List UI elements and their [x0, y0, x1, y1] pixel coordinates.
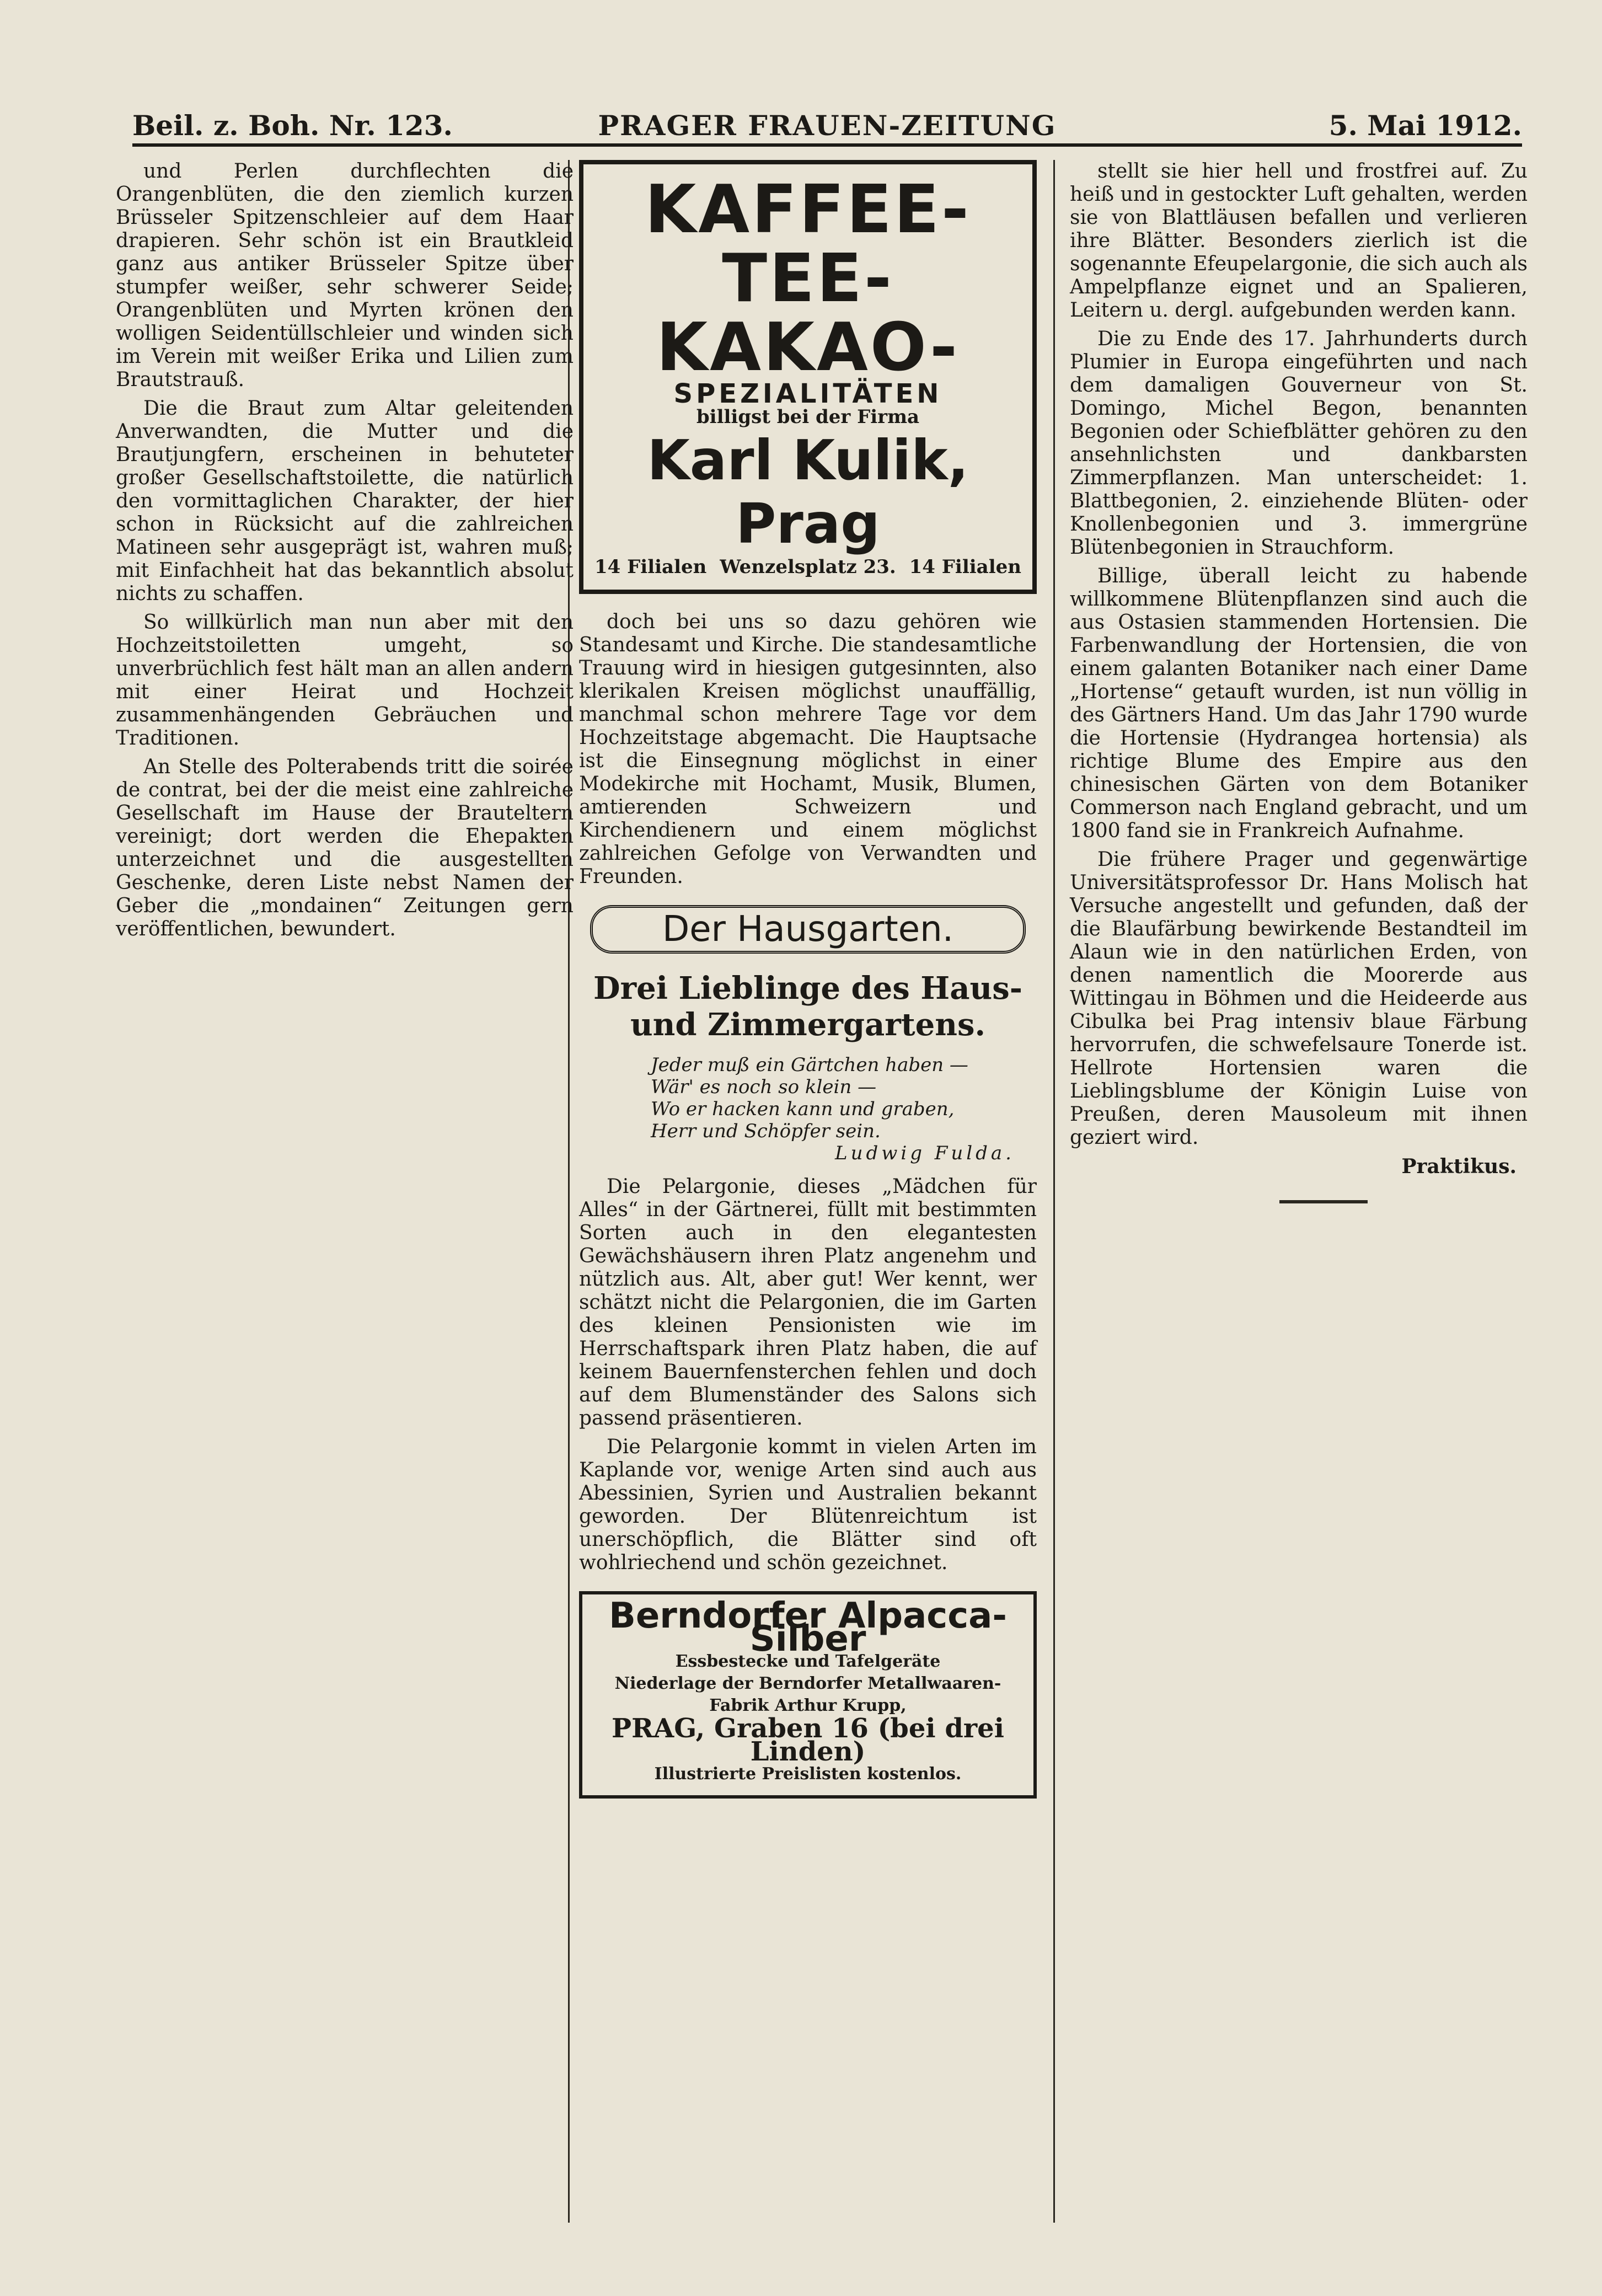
poem-line: Wär' es noch so klein —	[651, 1076, 877, 1098]
ad-line: TEE-	[722, 240, 894, 317]
paragraph: Die Pelargonie kommt in vielen Arten im Kaplande vor, wenige Arten sind auch aus Abessinien, Syrien und Australien bekannt geworden. Der Blütenreichtum ist unerschöpflich, die Blätter sind oft wohlriechend und schön gezeichnet.	[579, 1436, 1037, 1574]
silver-advertisement	[579, 1591, 1037, 1799]
paragraph: und Perlen durchflechten die Orangenblüten, die den ziemlich kurzen Brüsseler Spitzenschleier auf dem Haar drapieren. Sehr schön ist ein Brautkleid ganz aus antiker Brüsseler Spitze über stumpfer weißer, sehr schwerer Seide; Orangenblüten und Myrten krönen den wolligen Seidentüllschleier und winden sich im Verein mit weißer Erika und Lilien zum Brautstrauß.	[116, 160, 574, 391]
ad-branches: 14 Filialen	[909, 556, 1021, 578]
poem-author: Ludwig Fulda.	[835, 1142, 1015, 1164]
ad-address: PRAG, Graben 16 (bei drei Linden)	[612, 1713, 1004, 1767]
author-signature: Praktikus.	[1401, 1155, 1517, 1178]
article-headline: Drei Lieblinge des Haus- und Zimmergartens.	[593, 970, 1022, 1043]
ad-address: Wenzelsplatz 23.	[720, 556, 896, 578]
ad-footer	[594, 555, 1021, 579]
page-header	[132, 105, 1522, 147]
paragraph: doch bei uns so dazu gehören wie Standesamt und Kirche. Die standesamtliche Trauung wird in hiesigen gutgesinnten, also klerikalen Kreisen möglichst unauffällig, manchmal schon mehrere Tage vor dem Hochzeitstage abgemacht. Die Hauptsache ist die Einsegnung möglichst in einer Modekirche mit Hochamt, Musik, Blumen, amtierenden Schweizern und Kirchendienern und einem möglichst zahlreichen Gefolge von Verwandten und Freunden.	[579, 611, 1037, 888]
ad-title: Berndorfer Alpacca-Silber	[609, 1596, 1007, 1660]
ad-line: KAFFEE-	[645, 172, 971, 248]
column-2	[579, 160, 1037, 1799]
newspaper-title: PRAGER FRAUEN-ZEITUNG	[598, 109, 1057, 142]
issue-date: 5. Mai 1912.	[1328, 109, 1522, 142]
ad-line: Essbestecke und Tafelgeräte	[675, 1652, 941, 1671]
poem	[651, 1054, 1037, 1164]
paragraph: Die zu Ende des 17. Jahrhunderts durch Plumier in Europa eingeführten und nach dem damaligen Gouverneur von St. Domingo, Michel Begon, benannten Begonien oder Schiefblätter gehören zu den ansehnlichsten und dankbarsten Zimmerpflanzen. Man unterscheidet: 1. Blattbegonien, 2. einziehende Blüten- oder Knollenbegonien und 3. immergrüne Blütenbegonien in Strauchform.	[1070, 328, 1528, 559]
newspaper-page	[83, 94, 1544, 2245]
poem-line: Wo er hacken kann und graben,	[651, 1098, 955, 1120]
ad-line: Illustrierte Preislisten kostenlos.	[654, 1764, 962, 1784]
paragraph: Die Pelargonie, dieses „Mädchen für Alles“ in der Gärtnerei, füllt mit bestimmten Sorten auch in den elegantesten Gewächshäusern ihren Platz angenehm und nützlich aus. Alt, aber gut! Wer kennt, wer schätzt nicht die Pelargonien, die im Garten des kleinen Pensionisten wie im Herrschaftspark ihren Platz haben, die auf keinem Bauernfensterchen fehlen und doch auf dem Blumenständer des Salons sich passend präsentieren.	[579, 1175, 1037, 1430]
paragraph: Die frühere Prager und gegenwärtige Universitätsprofessor Dr. Hans Molisch hat Versuche angestellt und gefunden, daß der die Blaufärbung bewirkende Bestandteil im Alaun wie in den natürlichen Erden, von denen namentlich die Moorerde aus Wittingau in Böhmen und die Heideerde aus Cibulka bei Prag intensiv blaue Färbung hervorrufen, die schwefelsaure Tonerde ist. Hellrote Hortensien waren die Lieblingsblume der Königin Luise von Preußen, deren Mausoleum mit ihnen geziert wird.	[1070, 848, 1528, 1149]
paragraph: An Stelle des Polterabends tritt die soirée de contrat, bei der die meist eine zahlreiche Gesellschaft im Hause der Brauteltern vereinigt; dort werden die Ehepakten unterzeichnet und die ausgestellten Geschenke, deren Liste nebst Namen der Geber die „mondainen“ Zeitungen gern veröffentlichen, bewundert.	[116, 756, 574, 940]
ad-branches: 14 Filialen	[594, 556, 707, 578]
paragraph: stellt sie hier hell und frostfrei auf. Zu heiß und in gestockter Luft gehalten, werden sie von Blattläusen befallen und verlieren ihre Blätter. Besonders zierlich ist die sogenannte Efeupelargonie, die sich auch als Ampelpflanze eignet und an Spalieren, Leitern u. dergl. aufgebunden werden kann.	[1070, 160, 1528, 322]
poem-line: Jeder muß ein Gärtchen haben —	[651, 1054, 968, 1076]
column-1	[116, 160, 574, 946]
coffee-advertisement	[579, 160, 1037, 594]
ad-firm-name: Karl Kulik, Prag	[647, 428, 969, 556]
issue-number: Beil. z. Boh. Nr. 123.	[132, 109, 453, 142]
paragraph: So willkürlich man nun aber mit den Hochzeitstoiletten umgeht, so unverbrüchlich fest hält man an allen andern mit einer Heirat und Hochzeit zusammenhängenden Gebräuchen und Traditionen.	[116, 611, 574, 750]
ad-line: Niederlage der Berndorfer Metallwaaren-Fabrik Arthur Krupp,	[614, 1674, 1001, 1715]
section-title: Der Hausgarten.	[590, 905, 1026, 954]
column-3	[1070, 160, 1528, 1203]
end-mark	[1279, 1200, 1368, 1203]
ad-subtitle: SPEZIALITÄTEN	[673, 378, 942, 409]
ad-small: billigst bei der Firma	[696, 406, 920, 428]
paragraph: Die die Braut zum Altar geleitenden Anverwandten, die Mutter und die Brautjungfern, erscheinen in behuteter großer Gesellschaftstoilette, die natürlich den vormittaglichen Charakter, der hier schon in Rücksicht auf die zahlreichen Matineen sehr ausgeprägt ist, wahren muß; mit Einfachheit hat das bekanntlich absolut nichts zu schaffen.	[116, 397, 574, 605]
paragraph: Billige, überall leicht zu habende willkommene Blütenpflanzen sind auch die aus Ostasien stammenden Hortensien. Die Farbenwandlung der Hortensien, die von einem galanten Botaniker nach einer Dame „Hortense“ getauft wurden, ist nun völlig in des Gärtners Hand. Um das Jahr 1790 wurde die Hortensie (Hydrangea hortensia) als richtige Blume des Empire aus den chinesischen Gärten von dem Botaniker Commerson nach England gebracht, und um 1800 fand sie in Frankreich Aufnahme.	[1070, 565, 1528, 842]
column-rule	[1053, 160, 1055, 2223]
poem-line: Herr und Schöpfer sein.	[651, 1120, 881, 1142]
ad-line: KAKAO-	[656, 309, 960, 386]
